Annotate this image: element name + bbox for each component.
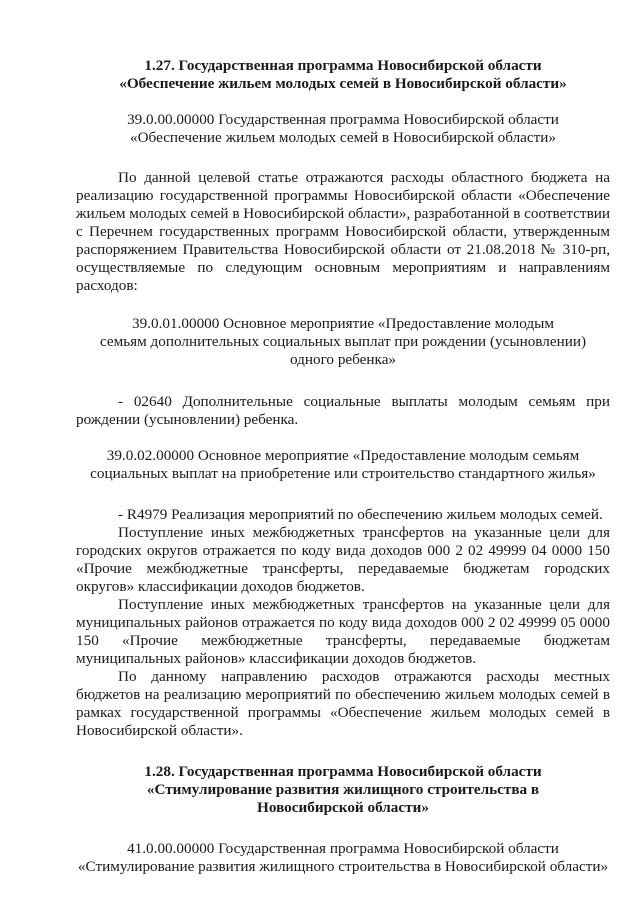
- event-line: 39.0.02.00000 Основное мероприятие «Предоставление молодым семьям: [106, 447, 580, 464]
- item-R4979: - R4979 Реализация мероприятий по обеспечению жильем молодых семей.: [118, 506, 603, 523]
- code-line: «Стимулирование развития жилищного строительства в Новосибирской области»: [77, 858, 609, 875]
- code-line: «Обеспечение жильем молодых семей в Новосибирской области»: [129, 129, 556, 146]
- heading-line: Новосибирской области»: [257, 799, 429, 816]
- event-39-0-01: [76, 315, 610, 369]
- heading-line: «Обеспечение жильем молодых семей в Новосибирской области»: [119, 75, 567, 92]
- intro-paragraph: По данной целевой статье отражаются расходы областного бюджета на реализацию государственной программы Новосибирской области «Обеспечение жильем молодых семей в Новосибирской области», разработанной в соответствии с Перечнем государственных программ Новосибирской области, утвержденным распоряжением Правительства Новосибирской области от 21.08.2018 № 310-рп, осуществляемые по следующим основным мероприятиям и направлениям расходов:: [76, 169, 610, 294]
- event-line: 39.0.01.00000 Основное мероприятие «Предоставление молодым: [132, 315, 554, 332]
- section-1-28-heading: [76, 763, 610, 817]
- event-line: семьям дополнительных социальных выплат при рождении (усыновлении): [99, 333, 587, 350]
- event-line: социальных выплат на приобретение или строительство стандартного жилья»: [90, 465, 596, 482]
- section-1-27-heading: [76, 57, 610, 93]
- event-line: одного ребенка»: [289, 351, 397, 368]
- local-budgets-paragraph: По данному направлению расходов отражаются расходы местных бюджетов на реализацию мероприятий по обеспечению жильем молодых семей в рамках государственной программы «Обеспечение жильем молодых семей в Новосибирской области».: [76, 668, 610, 739]
- program-code-41: [76, 840, 610, 876]
- urban-districts-paragraph: Поступление иных межбюджетных трансфертов на указанные цели для городских округов отражается по коду вида доходов 000 2 02 49999 04 0000 150 «Прочие межбюджетные трансферты, передаваемые бюджетам городских округов» классификации доходов бюджетов.: [76, 524, 610, 595]
- item-02640: - 02640 Дополнительные социальные выплаты молодым семьям при рождении (усыновлении) ребенка.: [76, 393, 610, 428]
- heading-line: 1.28. Государственная программа Новосибирской области: [144, 763, 542, 780]
- event-39-0-02: [76, 447, 610, 483]
- program-code-39: [76, 111, 610, 147]
- code-line: 41.0.00.00000 Государственная программа Новосибирской области: [127, 840, 559, 857]
- heading-line: «Стимулирование развития жилищного строительства в: [146, 781, 540, 798]
- code-line: 39.0.00.00000 Государственная программа Новосибирской области: [127, 111, 559, 128]
- municipal-districts-paragraph: Поступление иных межбюджетных трансфертов на указанные цели для муниципальных районов отражается по коду вида доходов 000 2 02 49999 05 0000 150 «Прочие межбюджетные трансферты, передаваемые бюджетам муниципальных районов» классификации доходов бюджетов.: [76, 596, 610, 667]
- heading-line: 1.27. Государственная программа Новосибирской области: [144, 57, 542, 74]
